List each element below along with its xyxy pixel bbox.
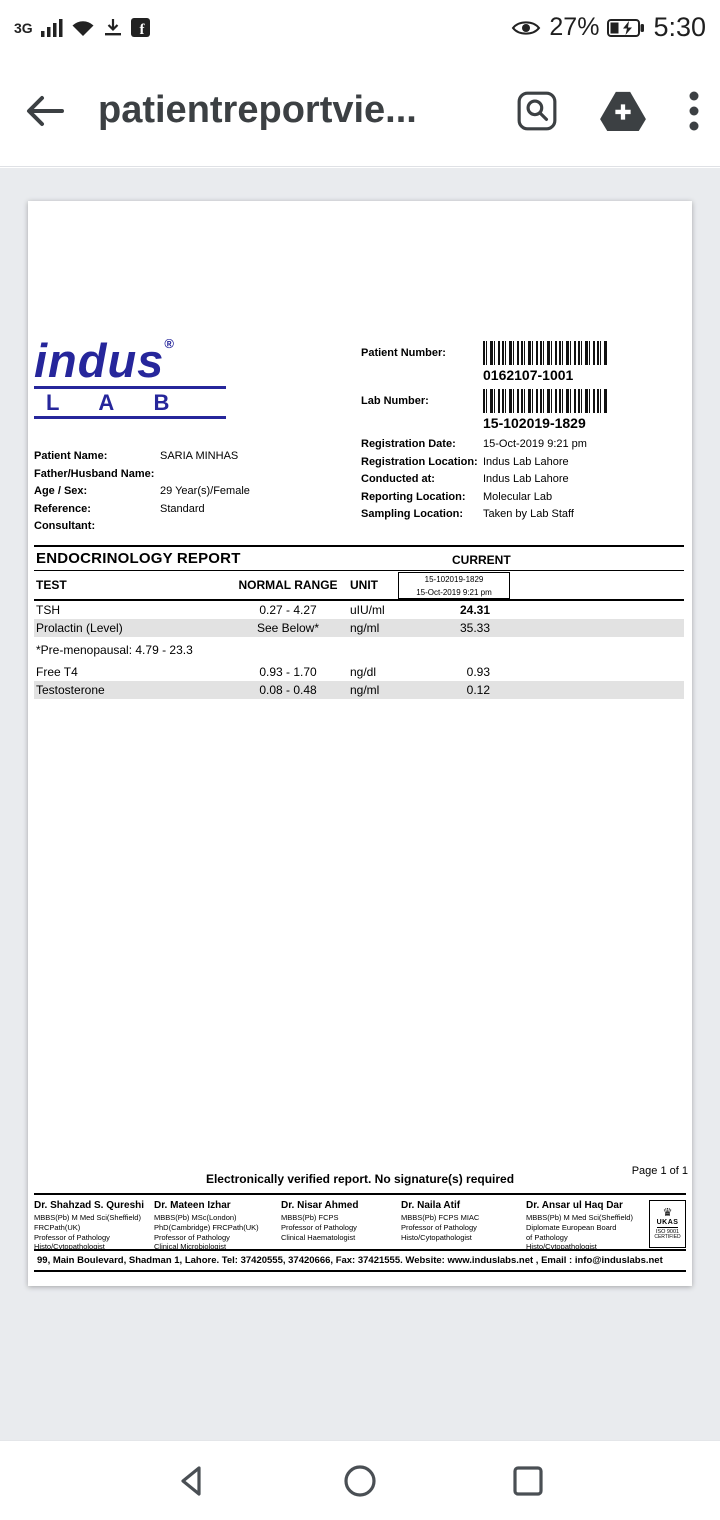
patient-number-barcode <box>483 341 607 365</box>
doctor-credential: Histo/Cytopathologist <box>34 1242 105 1252</box>
doctor-credential: of Pathology <box>526 1232 568 1242</box>
unit: ng/ml <box>350 621 380 635</box>
result-value: 0.93 <box>466 665 490 679</box>
doctor-column <box>401 1200 526 1252</box>
unit: ng/dl <box>350 665 377 679</box>
doctor-credential: Histo/Cytopathologist <box>526 1242 597 1252</box>
nav-recents-button[interactable] <box>504 1457 552 1505</box>
table-row <box>34 663 684 681</box>
doctor-credential: Professor of Pathology <box>154 1232 230 1242</box>
lab-address-footer: 99, Main Boulevard, Shadman 1, Lahore. Tel: 37420555, 37420666, Fax: 37421555. Website: www.induslabs.net , Email : info@induslabs.net <box>34 1249 686 1272</box>
svg-text:f: f <box>139 22 145 37</box>
table-footnote: *Pre-menopausal: 4.79 - 23.3 <box>36 643 193 657</box>
field-label: Reporting Location: <box>361 490 466 503</box>
test-name: Testosterone <box>36 683 105 697</box>
patient-number-label: Patient Number: <box>361 347 446 359</box>
report-page <box>28 201 692 1286</box>
table-header-row <box>34 571 684 601</box>
ukas-iso-badge <box>649 1200 686 1248</box>
pdf-viewport[interactable] <box>0 168 720 1440</box>
column-header-range: NORMAL RANGE <box>238 578 338 592</box>
field-label: Patient Name: <box>34 450 108 462</box>
signal-strength-icon <box>41 19 63 37</box>
doctor-credential: MBBS(Pb) M Med Sci(Sheffield) <box>526 1213 633 1222</box>
patient-number-row <box>361 341 687 389</box>
logo-word: indus <box>34 334 165 387</box>
status-bar-left <box>14 18 150 38</box>
badge-org: UKAS <box>656 1219 679 1227</box>
normal-range: 0.93 - 1.70 <box>259 665 317 679</box>
meta-field-row <box>361 506 687 524</box>
doctor-credential: Professor of Pathology <box>281 1222 357 1232</box>
column-header-test: TEST <box>36 578 67 592</box>
lab-number-value-block <box>483 389 607 437</box>
add-to-drive-button[interactable] <box>594 84 652 138</box>
field-value: Taken by Lab Staff <box>483 508 574 520</box>
field-label: Conducted at: <box>361 473 435 485</box>
field-value: Indus Lab Lahore <box>483 473 569 485</box>
meta-field-row <box>361 489 687 507</box>
network-type-indicator: 3G <box>14 19 33 36</box>
badge-cert-line2: CERTIFIED <box>654 1234 681 1241</box>
download-icon <box>103 18 123 38</box>
current-date: 15-Oct-2019 9:21 pm <box>416 588 492 597</box>
field-value: Indus Lab Lahore <box>483 455 569 468</box>
doctor-name: Dr. Ansar ul Haq Dar <box>526 1200 623 1211</box>
field-value: 29 Year(s)/Female <box>160 485 250 497</box>
table-row <box>34 601 684 619</box>
lab-number-barcode <box>483 389 607 413</box>
patient-field-row <box>34 501 364 519</box>
overflow-menu-button[interactable] <box>682 84 706 138</box>
doctor-credential: PhD(Cambridge) FRCPath(UK) <box>154 1222 259 1232</box>
results-table <box>34 545 684 699</box>
status-bar-right <box>511 12 706 43</box>
field-value: SARIA MINHAS <box>160 450 239 462</box>
lab-number-row <box>361 389 687 437</box>
doctor-name: Dr. Nisar Ahmed <box>281 1200 359 1211</box>
app-toolbar <box>0 55 720 167</box>
current-lab-number: 15-102019-1829 <box>424 575 484 584</box>
doctor-credential: Professor of Pathology <box>34 1232 110 1242</box>
lab-number-value: 15-102019-1829 <box>483 414 586 431</box>
doctor-credential: MBBS(Pb) FCPS MIAC <box>401 1213 480 1222</box>
battery-icon <box>607 18 645 38</box>
crown-icon: ♛ <box>662 1207 673 1220</box>
normal-range: 0.27 - 4.27 <box>259 603 317 617</box>
doctor-column <box>34 1200 154 1252</box>
android-nav-bar <box>0 1440 720 1520</box>
meta-field-row <box>361 436 687 454</box>
doctor-credential: Professor of Pathology <box>401 1222 477 1232</box>
lab-number-label: Lab Number: <box>361 394 429 407</box>
patient-info <box>34 448 364 536</box>
table-row <box>34 619 684 637</box>
report-title-row <box>34 545 684 571</box>
test-name: Free T4 <box>36 665 78 679</box>
doctor-name: Dr. Shahzad S. Qureshi <box>34 1200 145 1211</box>
registered-mark: ® <box>164 336 174 351</box>
doctor-column <box>154 1200 281 1252</box>
indus-lab-logo <box>34 334 238 419</box>
test-name: Prolactin (Level) <box>36 621 123 635</box>
field-value: Molecular Lab <box>483 490 553 503</box>
battery-percent: 27% <box>549 13 600 41</box>
column-header-unit: UNIT <box>350 578 378 592</box>
verification-note: Electronically verified report. No signature(s) required <box>205 1172 515 1186</box>
badge-cert-line1: ISO 9001 <box>655 1229 680 1236</box>
report-meta <box>361 341 687 524</box>
meta-field-row <box>361 471 687 489</box>
current-sample-box <box>398 572 510 599</box>
field-label: Registration Location: <box>361 455 478 468</box>
logo-wordmark <box>34 334 238 387</box>
doctor-credential: FRCPath(UK) <box>34 1222 81 1232</box>
result-value: 24.31 <box>459 603 490 617</box>
doctor-column <box>281 1200 401 1252</box>
doctor-credential: MBBS(Pb) M Med Sci(Sheffield) <box>34 1213 141 1222</box>
doctor-credential: Diplomate European Board <box>526 1222 617 1232</box>
eye-comfort-icon <box>511 18 541 38</box>
patient-number-value: 0162107-1001 <box>483 367 574 383</box>
doctor-credential: MBBS(Pb) MSc(London) <box>154 1213 237 1222</box>
page-number: Page 1 of 1 <box>631 1165 688 1177</box>
status-time: 5:30 <box>653 12 706 42</box>
toolbar-actions <box>510 84 706 138</box>
doctor-name: Dr. Naila Atif <box>401 1200 461 1211</box>
doctor-credential: Clinical Microbiologist <box>154 1242 227 1252</box>
field-label: Sampling Location: <box>361 508 464 520</box>
logo-lab-band: L A B <box>34 386 226 419</box>
back-button[interactable] <box>14 81 74 141</box>
table-row <box>34 681 684 699</box>
signatories <box>34 1193 686 1252</box>
unit: ng/ml <box>350 683 380 697</box>
doctor-column <box>526 1200 649 1252</box>
patient-field-row <box>34 518 364 536</box>
field-value: Standard <box>160 502 205 515</box>
normal-range: 0.08 - 0.48 <box>259 683 317 697</box>
test-name: TSH <box>36 603 60 617</box>
doctor-credential: Clinical Haematologist <box>281 1232 356 1242</box>
result-value: 0.12 <box>466 683 490 697</box>
patient-field-row <box>34 448 364 466</box>
nav-home-button[interactable] <box>336 1457 384 1505</box>
meta-field-row <box>361 454 687 472</box>
field-label: Consultant: <box>34 520 96 532</box>
field-label: Reference: <box>34 502 91 515</box>
preview-search-button[interactable] <box>510 84 564 138</box>
doctor-name: Dr. Mateen Izhar <box>154 1200 231 1211</box>
current-column-label: CURRENT <box>452 553 511 567</box>
doctor-credential: Histo/Cytopathologist <box>401 1232 472 1242</box>
wifi-icon <box>71 19 95 37</box>
nav-back-button[interactable] <box>168 1457 216 1505</box>
report-title: ENDOCRINOLOGY REPORT <box>36 550 241 567</box>
doctor-credential: MBBS(Pb) FCPS <box>281 1213 339 1222</box>
patient-number-value-block <box>483 341 607 389</box>
patient-field-row <box>34 466 364 484</box>
normal-range: See Below* <box>256 621 320 635</box>
facebook-notification-icon <box>131 18 150 37</box>
unit: uIU/ml <box>350 603 385 617</box>
field-label: Registration Date: <box>361 438 456 450</box>
status-bar <box>0 0 720 55</box>
patient-field-row <box>34 483 364 501</box>
document-title: patientreportvie... <box>98 89 417 131</box>
field-label: Age / Sex: <box>34 485 88 497</box>
result-value: 35.33 <box>459 621 490 635</box>
field-value: 15-Oct-2019 9:21 pm <box>483 438 587 450</box>
field-label: Father/Husband Name: <box>34 467 155 480</box>
